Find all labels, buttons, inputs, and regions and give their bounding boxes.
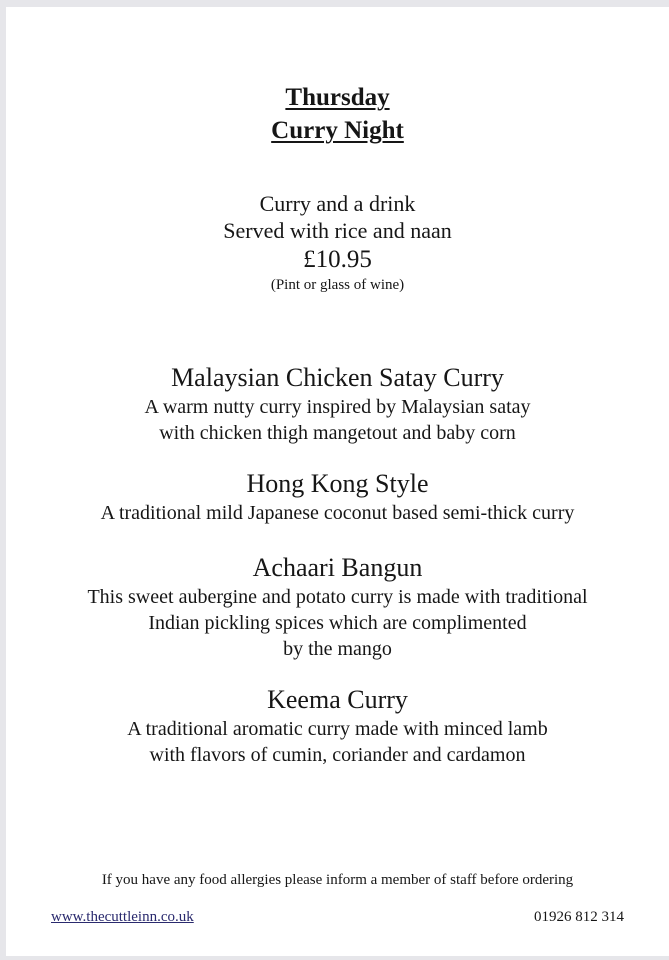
website-link[interactable]: www.thecuttleinn.co.uk xyxy=(51,909,194,925)
dish-name-achaari-bangun: Achaari Bangun xyxy=(252,553,423,582)
offer-served-with: Served with rice and naan xyxy=(223,218,452,243)
dish-description-line: A traditional aromatic curry made with minced lamb xyxy=(127,718,548,740)
offer-drink-note: (Pint or glass of wine) xyxy=(270,277,405,293)
dish-name-malaysian-chicken-satay: Malaysian Chicken Satay Curry xyxy=(171,363,504,392)
dish-name-keema-curry: Keema Curry xyxy=(267,685,408,714)
dish-description-line: with flavors of cumin, coriander and cardamon xyxy=(149,744,526,766)
dish-description-line: This sweet aubergine and potato curry is made with traditional xyxy=(87,586,588,608)
dish-description-line: with chicken thigh mangetout and baby corn xyxy=(159,422,516,444)
phone-number: 01926 812 314 xyxy=(534,909,624,925)
dish-description-line: by the mango xyxy=(283,638,392,660)
offer-price: £10.95 xyxy=(303,246,372,273)
dish-description-line: Indian pickling spices which are complimented xyxy=(148,612,527,634)
menu-page xyxy=(6,7,669,956)
dish-name-hong-kong-style: Hong Kong Style xyxy=(246,469,429,498)
title-curry-night: Curry Night xyxy=(271,117,404,144)
dish-description-line: A warm nutty curry inspired by Malaysian satay xyxy=(144,396,531,418)
dish-description-line: A traditional mild Japanese coconut based semi-thick curry xyxy=(100,502,575,524)
offer-curry-and-drink: Curry and a drink xyxy=(259,191,416,216)
allergy-notice: If you have any food allergies please inform a member of staff before ordering xyxy=(101,872,574,888)
title-thursday: Thursday xyxy=(285,84,390,111)
